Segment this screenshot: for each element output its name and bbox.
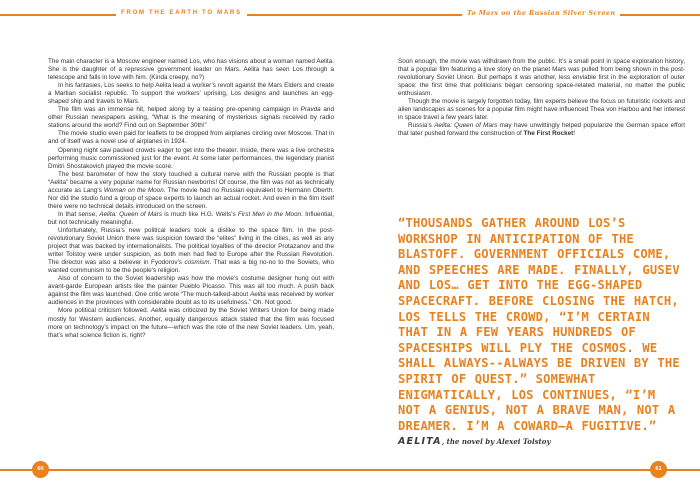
text-run: In that sense,: [58, 210, 100, 218]
paragraph: [48, 171, 334, 211]
body-text: [398, 58, 685, 138]
text-run: Though the movie is largely forgotten today, film experts believe the focus on futuristic rockets and alien landscapes as scenes for a popular film might have influenced Thea von Harbou and her interest in space travel a few years later.: [398, 98, 685, 122]
text-run: Russia’s: [408, 122, 435, 130]
paragraph: [48, 147, 334, 171]
paragraph: [398, 98, 685, 122]
text-run: More political criticism followed.: [58, 307, 151, 315]
emphasized-text: Aelita: Queen of Mars: [99, 210, 162, 218]
emphasized-text: cosmism: [184, 259, 210, 267]
emphasized-text: Aelita: Queen of Mars: [434, 122, 498, 130]
paragraph: [48, 227, 334, 275]
attribution-title: AELITA: [398, 436, 442, 447]
emphasized-text: The First Rocket: [523, 130, 574, 138]
pull-quote: “THOUSANDS GATHER AROUND LOS’S WORKSHOP IN ANTICIPATION OF THE BLASTOFF. GOVERNMENT OFFICIALS COME, AND SPEECHES ARE MADE. FINALLY, GUSEV AND LOS… GET INTO THE EGG-SHAPED SPACECRAFT. BEFORE CLOSING THE HATCH, LOS TELLS THE CROWD, “I’M CERTAIN THAT IN A FEW YEARS HUNDREDS OF SPACESHIPS WILL PLY THE COSMOS. WE SHALL ALWAYS--ALWAYS BE DRIVEN BY THE SPIRIT OF QUEST.” SOMEWHAT ENIGMATICALLY, LOS CONTINUES, “I’M NOT A GENIUS, NOT A BRAVE MAN, NOT A DREAMER. I’M A COWARD—A FUGITIVE.”: [398, 216, 680, 433]
running-header: To Mars on the Russian Silver Screen: [462, 9, 620, 17]
text-run: was received by worker audiences in the provinces with considerable doubt as to its usefulness.” Oh. Not good.: [48, 291, 334, 307]
text-run: The main character is a Moscow engineer named Los, who has visions about a woman named Aelita. She is the daughter of a repressive government leader on Mars. Aelita has seen Los through a telescope and falls in love with him. (Kinda creepy, no?): [48, 58, 334, 82]
paragraph: [48, 211, 334, 227]
paragraph: [48, 307, 334, 339]
emphasized-text: Aelita: [249, 291, 266, 299]
text-run: Unfortunately, Russia’s new political leaders took a dislike to the space film. In the post-revolutionary Soviet Union there was suspicion toward the “elites” living in the cities, as well as any project that was backed by internationalists. The political loyalties of the director Protazanov and the writer Tolstoy were under suspicion, as both men had fled to Europe after the Russian Revolution. The director was also a believer in Fyodorov’s: [48, 226, 334, 267]
paragraph: [48, 82, 334, 106]
text-run: . The movie had no Russian equivalent to Hermann Oberth. Nor did the studio fund a group of space experts to launch an actual rocket. And even in the film itself there were no technical details introduced on the screen.: [48, 186, 335, 210]
emphasized-text: First Men in the Moon: [237, 210, 302, 218]
running-header: FROM THE EARTH TO MARS: [116, 9, 247, 16]
page-number: 61: [650, 461, 667, 478]
text-run: may have unwittingly helped popularize the German space effort that later pushed forward the construction of: [398, 122, 685, 138]
text-run: . Influential, but not technically meaningful.: [48, 210, 334, 226]
footer-rule: [0, 469, 350, 471]
text-run: and other Russian newspapers asking, “What is the meaning of mysterious signals received by radio stations around the world? Find out on September 30th!”: [48, 106, 334, 130]
text-run: was criticized by the Soviet Writers Union for being made mostly for Western audiences. Another, equally dangerous attack stated that the film was focused more on technology’s impact on the future—which was the role of the new Soviet leaders. Um, yeah, that’s what science fiction is, right?: [48, 307, 334, 339]
paragraph: [398, 58, 685, 98]
text-run: is much like H.G. Wells’s: [162, 210, 238, 218]
paragraph: [48, 106, 334, 130]
emphasized-text: Aelita: [150, 307, 167, 315]
text-run: The best barometer of how the story touched a cultural nerve with the Russian people is that “Aelita” became a very popular name for Russian newborns! Of course, the film was not as technically accurate as Lang’s: [48, 170, 334, 194]
text-run: In his fantasies, Los seeks to help Aelita lead a worker’s revolt against the Mars Elders and create a Martian socialist republic. To support the workers’ uprising, Los designs and launches an egg-shaped ship and travels to Mars.: [48, 82, 334, 106]
attribution-byline: , the novel by Alexei Tolstoy: [441, 437, 551, 446]
quote-attribution: [398, 436, 551, 447]
right-page: [350, 0, 700, 500]
text-run: Opening night saw packed crowds eager to get into the theater. Inside, there was a live orchestra performing music commissioned just for the event. At some later performances, the legendary pianist Dmitri Shostakovich played the movie score.: [48, 146, 334, 170]
text-run: The movie studio even paid for leaflets to be dropped from airplanes circling over Moscow. That in and of itself was a novel use of airplanes in 1924.: [48, 130, 334, 146]
emphasized-text: Woman on the Moon: [103, 186, 164, 194]
text-run: Also of concern to the Soviet leadership was how the movie’s costume designer hung out with avant-garde European artists like the painter Pueblo Picasso. This was all too much. A push back against the film was launched. One critic wrote “The much-talked-about: [48, 275, 334, 299]
paragraph: [48, 275, 334, 307]
body-text: [48, 58, 334, 340]
text-run: Soon enough, the movie was withdrawn from the public. It’s a small point in space exploration history, that a popular film featuring a love story on the planet Mars was pulled from being shown in the post-revolutionary Soviet Union. But perhaps it was another, less enviable first in the exploration of outer space: the first time that politicians began censoring space-related material, no matter the public enthusiasm.: [398, 58, 685, 98]
text-run: The film was an immense hit, helped along by a teasing pre-opening campaign in: [58, 106, 301, 114]
text-run: . That was a big no-no to the Soviets, who wanted communism to be the people’s religion.: [48, 259, 334, 275]
footer-rule: [350, 469, 700, 471]
text-run: !: [573, 130, 576, 138]
page-number: 60: [32, 461, 49, 478]
paragraph: [398, 122, 685, 138]
emphasized-text: Pravda: [300, 106, 321, 114]
paragraph: [48, 130, 334, 146]
paragraph: [48, 58, 334, 82]
